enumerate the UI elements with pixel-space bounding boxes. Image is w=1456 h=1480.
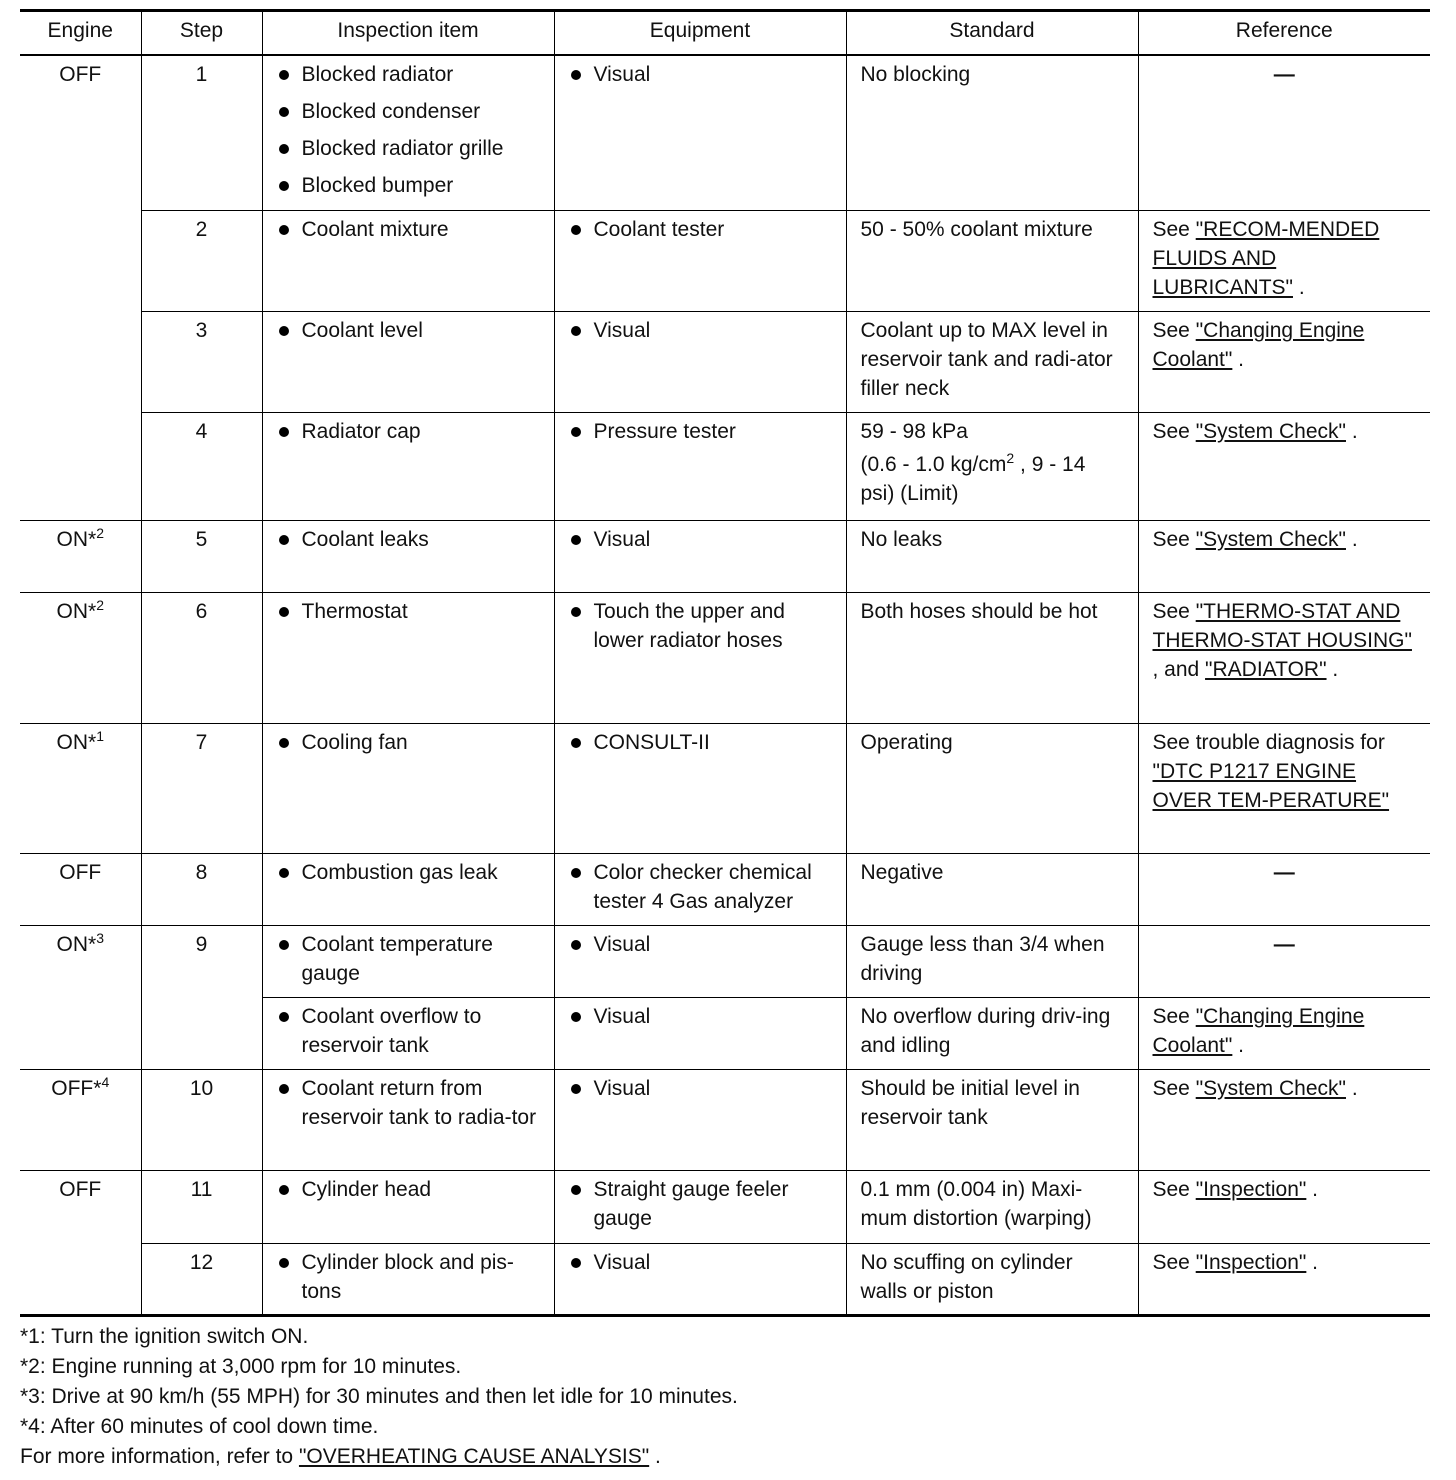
- inspection-table: [20, 9, 1430, 1317]
- list-item: Color checker chemical tester 4 Gas analyzer: [569, 858, 832, 916]
- inspection-item-cell: [262, 413, 554, 521]
- reference-text: .: [1306, 1251, 1319, 1274]
- header-standard: Standard: [846, 11, 1138, 55]
- reference-cell: [1138, 593, 1430, 724]
- dash-mark: —: [1273, 62, 1295, 86]
- list-item: Cylinder block and pis-tons: [277, 1248, 540, 1306]
- engine-text: ON*: [56, 600, 97, 623]
- reference-link[interactable]: "Inspection": [1195, 1251, 1307, 1274]
- list-item: Radiator cap: [277, 417, 540, 446]
- engine-text: ON*: [56, 731, 97, 754]
- standard-cell: 0.1 mm (0.004 in) Maxi-mum distortion (warping): [846, 1171, 1138, 1244]
- equipment-cell: [554, 1244, 846, 1316]
- equipment-cell: [554, 926, 846, 998]
- engine-cell: OFF: [20, 1171, 141, 1316]
- list-item: Cylinder head: [277, 1175, 540, 1204]
- standard-text: , 9 - 14 psi) (Limit): [860, 453, 1086, 505]
- standard-cell: No overflow during driv-ing and idling: [846, 998, 1138, 1070]
- standard-line: [861, 450, 1124, 508]
- list-item: Coolant temperature gauge: [277, 930, 540, 988]
- standard-cell: No leaks: [846, 521, 1138, 593]
- inspection-item-cell: [262, 1244, 554, 1316]
- engine-cell: [20, 593, 141, 724]
- inspection-item-cell: [262, 926, 554, 998]
- standard-cell: Operating: [846, 724, 1138, 854]
- standard-cell: 50 - 50% coolant mixture: [846, 211, 1138, 312]
- list-item: Blocked radiator grille: [277, 134, 540, 163]
- inspection-item-cell: [262, 211, 554, 312]
- list-item: Coolant mixture: [277, 215, 540, 244]
- list-item: Coolant tester: [569, 215, 832, 244]
- table-row: [20, 55, 1430, 211]
- reference-cell: [1138, 854, 1430, 926]
- standard-cell: [846, 413, 1138, 521]
- inspection-item-cell: [262, 1171, 554, 1244]
- table-row: [20, 1171, 1430, 1244]
- reference-text: See: [1152, 218, 1196, 241]
- step-cell: 12: [141, 1244, 262, 1316]
- step-cell: 5: [141, 521, 262, 593]
- standard-cell: Gauge less than 3/4 when driving: [846, 926, 1138, 998]
- inspection-item-cell: [262, 724, 554, 854]
- list-item: Pressure tester: [569, 417, 832, 446]
- engine-cell: OFF: [20, 854, 141, 926]
- list-item: Straight gauge feeler gauge: [569, 1175, 832, 1233]
- superscript: 3: [96, 930, 104, 946]
- footnote: *2: Engine running at 3,000 rpm for 10 minutes.: [20, 1355, 462, 1378]
- inspection-item-cell: [262, 854, 554, 926]
- reference-text: See: [1152, 420, 1196, 443]
- more-info: [20, 1442, 1430, 1472]
- step-cell: 1: [141, 55, 262, 211]
- list-item: Visual: [569, 316, 832, 345]
- equipment-cell: [554, 854, 846, 926]
- reference-link[interactable]: "Changing Engine Coolant": [1152, 319, 1365, 371]
- list-item: Visual: [569, 525, 832, 554]
- engine-text: OFF*: [51, 1077, 102, 1100]
- step-cell: 8: [141, 854, 262, 926]
- list-item: Visual: [569, 1248, 832, 1277]
- reference-text: See trouble diagnosis for: [1152, 731, 1385, 754]
- inspection-item-cell: [262, 998, 554, 1070]
- list-item: Touch the upper and lower radiator hoses: [569, 597, 832, 655]
- step-cell: 3: [141, 312, 262, 413]
- reference-text: , and: [1152, 658, 1206, 681]
- reference-text: See: [1152, 528, 1196, 551]
- list-item: Thermostat: [277, 597, 540, 626]
- header-engine: Engine: [20, 11, 141, 55]
- standard-cell: Should be initial level in reservoir tank: [846, 1070, 1138, 1171]
- list-item: Coolant overflow to reservoir tank: [277, 1002, 540, 1060]
- engine-cell: [20, 521, 141, 593]
- step-cell: 7: [141, 724, 262, 854]
- dash-mark: —: [1273, 861, 1295, 884]
- inspection-item-cell: [262, 312, 554, 413]
- reference-cell: [1138, 1244, 1430, 1316]
- reference-text: .: [1232, 348, 1245, 371]
- table-row: [20, 724, 1430, 854]
- equipment-cell: [554, 413, 846, 521]
- table-row: [20, 593, 1430, 724]
- footnotes: [20, 1322, 1430, 1472]
- table-row: [20, 1244, 1430, 1316]
- reference-cell: [1138, 211, 1430, 312]
- reference-cell: [1138, 312, 1430, 413]
- footnote: *1: Turn the ignition switch ON.: [20, 1325, 309, 1348]
- equipment-cell: [554, 593, 846, 724]
- inspection-item-cell: [262, 55, 554, 211]
- reference-cell: [1138, 413, 1430, 521]
- reference-link[interactable]: "RADIATOR": [1205, 658, 1327, 681]
- inspection-item-cell: [262, 1070, 554, 1171]
- reference-link[interactable]: "DTC P1217 ENGINE OVER TEM-PERATURE": [1152, 760, 1390, 812]
- header-equipment: Equipment: [554, 11, 846, 55]
- list-item: Cooling fan: [277, 728, 540, 757]
- footnote: *4: After 60 minutes of cool down time.: [20, 1415, 379, 1438]
- step-cell: 4: [141, 413, 262, 521]
- engine-cell: [20, 926, 141, 1070]
- table-header-row: [20, 11, 1430, 55]
- reference-link[interactable]: "RECOM-MENDED FLUIDS AND LUBRICANTS": [1152, 218, 1380, 299]
- reference-text: See: [1152, 1005, 1196, 1028]
- engine-cell: [20, 1070, 141, 1171]
- equipment-cell: [554, 724, 846, 854]
- engine-cell: OFF: [20, 55, 141, 521]
- reference-cell: [1138, 998, 1430, 1070]
- standard-cell: Both hoses should be hot: [846, 593, 1138, 724]
- reference-cell: [1138, 1070, 1430, 1171]
- table-row: [20, 1070, 1430, 1171]
- list-item: Blocked radiator: [277, 60, 540, 89]
- overheating-analysis-link[interactable]: "OVERHEATING CAUSE ANALYSIS": [298, 1445, 650, 1468]
- header-inspection-item: Inspection item: [262, 11, 554, 55]
- list-item: Blocked condenser: [277, 97, 540, 126]
- step-cell: 9: [141, 926, 262, 1070]
- superscript: 1: [96, 728, 104, 744]
- list-item: Coolant leaks: [277, 525, 540, 554]
- table-row: [20, 211, 1430, 312]
- more-info-text: .: [649, 1445, 661, 1468]
- reference-link[interactable]: "Changing Engine Coolant": [1152, 1005, 1365, 1057]
- reference-text: .: [1345, 1077, 1358, 1100]
- inspection-item-cell: [262, 521, 554, 593]
- engine-cell: [20, 724, 141, 854]
- inspection-item-cell: [262, 593, 554, 724]
- list-item: CONSULT-II: [569, 728, 832, 757]
- step-cell: 2: [141, 211, 262, 312]
- standard-line: 59 - 98 kPa: [860, 420, 968, 443]
- reference-cell: [1138, 926, 1430, 998]
- standard-text: (0.6 - 1.0 kg/cm: [860, 453, 1007, 476]
- header-step: Step: [141, 11, 262, 55]
- reference-link[interactable]: "System Check": [1195, 420, 1346, 443]
- reference-cell: [1138, 55, 1430, 211]
- superscript: 2: [1006, 450, 1015, 466]
- standard-cell: Negative: [846, 854, 1138, 926]
- reference-text: See: [1152, 319, 1196, 342]
- table-row: [20, 413, 1430, 521]
- equipment-cell: [554, 1070, 846, 1171]
- reference-cell: [1138, 521, 1430, 593]
- superscript: 4: [101, 1074, 110, 1090]
- step-cell: 6: [141, 593, 262, 724]
- reference-text: See: [1152, 1251, 1196, 1274]
- reference-text: .: [1345, 528, 1358, 551]
- reference-text: .: [1306, 1178, 1319, 1201]
- header-reference: Reference: [1138, 11, 1430, 55]
- list-item: Visual: [569, 930, 832, 959]
- reference-text: .: [1292, 276, 1305, 299]
- standard-cell: No blocking: [846, 55, 1138, 211]
- list-item: Visual: [569, 60, 832, 89]
- table-row: [20, 926, 1430, 998]
- footnote: *3: Drive at 90 km/h (55 MPH) for 30 minutes and then let idle for 10 minutes.: [20, 1385, 738, 1408]
- reference-text: See: [1152, 1178, 1196, 1201]
- reference-link[interactable]: "System Check": [1195, 1077, 1346, 1100]
- reference-cell: [1138, 724, 1430, 854]
- reference-cell: [1138, 1171, 1430, 1244]
- reference-text: .: [1326, 658, 1339, 681]
- reference-link[interactable]: "THERMO-STAT AND THERMO-STAT HOUSING": [1152, 600, 1412, 652]
- superscript: 2: [96, 597, 104, 613]
- more-info-text: For more information, refer to: [20, 1445, 299, 1468]
- table-row: [20, 521, 1430, 593]
- equipment-cell: [554, 1171, 846, 1244]
- reference-link[interactable]: "Inspection": [1195, 1178, 1307, 1201]
- standard-cell: Coolant up to MAX level in reservoir tank and radi-ator filler neck: [846, 312, 1138, 413]
- equipment-cell: [554, 211, 846, 312]
- step-cell: 11: [141, 1171, 262, 1244]
- table-row: [20, 312, 1430, 413]
- standard-cell: No scuffing on cylinder walls or piston: [846, 1244, 1138, 1316]
- list-item: Combustion gas leak: [277, 858, 540, 887]
- reference-text: .: [1345, 420, 1358, 443]
- reference-link[interactable]: "System Check": [1195, 528, 1346, 551]
- document: [20, 9, 1430, 1472]
- reference-text: .: [1232, 1034, 1245, 1057]
- list-item: Visual: [569, 1074, 832, 1103]
- superscript: 2: [96, 525, 104, 541]
- engine-text: ON*: [56, 528, 97, 551]
- engine-text: ON*: [56, 933, 97, 956]
- list-item: Visual: [569, 1002, 832, 1031]
- dash-mark: —: [1273, 933, 1295, 956]
- table-row: [20, 854, 1430, 926]
- reference-text: See: [1152, 1077, 1196, 1100]
- equipment-cell: [554, 998, 846, 1070]
- equipment-cell: [554, 312, 846, 413]
- reference-text: See: [1152, 600, 1196, 623]
- equipment-cell: [554, 55, 846, 211]
- list-item: Blocked bumper: [277, 171, 540, 200]
- equipment-cell: [554, 521, 846, 593]
- list-item: Coolant return from reservoir tank to radia-tor: [277, 1074, 540, 1132]
- list-item: Coolant level: [277, 316, 540, 345]
- step-cell: 10: [141, 1070, 262, 1171]
